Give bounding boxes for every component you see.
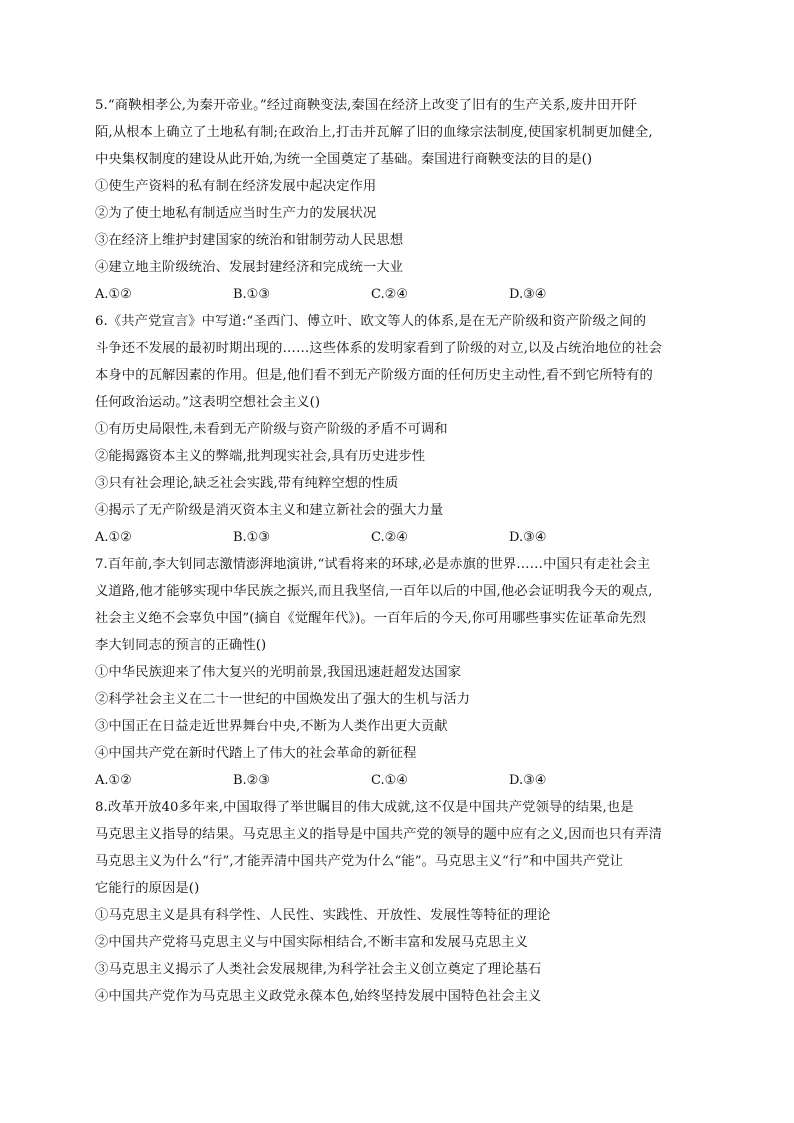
question-7 — [95, 551, 695, 794]
question-stem-line: 义道路,他才能够实现中华民族之振兴,而且我坚信,一百年以后的中国,他必会证明我今天的观点, — [95, 584, 653, 599]
statement-item: ④揭示了无产阶级是消灭资本主义和建立新社会的强大力量 — [95, 503, 444, 518]
option-c: C.②④ — [371, 530, 408, 545]
statement-item: ②能揭露资本主义的弊端,批判现实社会,具有历史进步性 — [95, 449, 426, 464]
question-stem-line: 任何政治运动。”这表明空想社会主义() — [95, 395, 321, 410]
answer-options — [95, 767, 695, 794]
question-5 — [95, 92, 695, 308]
option-c: C.①④ — [371, 773, 408, 788]
statement-item: ③马克思主义揭示了人类社会发展规律,为科学社会主义创立奠定了理论基石 — [95, 962, 542, 977]
question-stem-line: 7.百年前,李大钊同志激情澎湃地演讲,“试看将来的环球,必是赤旗的世界……中国只有走社会主 — [95, 557, 651, 572]
question-stem-line: 李大钊同志的预言的正确性() — [95, 638, 267, 653]
question-stem-line: 斗争还不发展的最初时期出现的……这些体系的发明家看到了阶级的对立,以及占统治地位的社会 — [95, 341, 662, 356]
question-stem-line: 5.“商鞅相孝公,为秦开帝业。”经过商鞅变法,秦国在经济上改变了旧有的生产关系,废井田开阡 — [95, 98, 638, 113]
statement-item: ③中国正在日益走近世界舞台中央,不断为人类作出更大贡献 — [95, 719, 448, 734]
option-b: B.①③ — [233, 287, 270, 302]
option-d: D.③④ — [509, 773, 547, 788]
option-b: B.②③ — [233, 773, 270, 788]
statement-item: ①马克思主义是具有科学性、人民性、实践性、开放性、发展性等特征的理论 — [95, 908, 551, 923]
statement-item: ④中国共产党作为马克思主义政党永葆本色,始终坚持发展中国特色社会主义 — [95, 989, 542, 1004]
option-a: A.①② — [95, 530, 132, 545]
answer-options — [95, 281, 695, 308]
statement-item: ④中国共产党在新时代踏上了伟大的社会革命的新征程 — [95, 746, 417, 761]
option-d: D.③④ — [509, 530, 547, 545]
statement-item: ③只有社会理论,缺乏社会实践,带有纯粹空想的性质 — [95, 476, 399, 491]
statement-item: ①使生产资料的私有制在经济发展中起决定作用 — [95, 179, 377, 194]
question-stem-line: 陌,从根本上确立了土地私有制;在政治上,打击并瓦解了旧的血缘宗法制度,使国家机制更加健全, — [95, 125, 653, 140]
question-stem-line: 本身中的瓦解因素的作用。但是,他们看不到无产阶级方面的任何历史主动性,看不到它所特有的 — [95, 368, 653, 383]
statement-item: ①有历史局限性,未看到无产阶级与资产阶级的矛盾不可调和 — [95, 422, 448, 437]
statement-item: ②中国共产党将马克思主义与中国实际相结合,不断丰富和发展马克思主义 — [95, 935, 529, 950]
question-stem-line: 马克思主义指导的结果。马克思主义的指导是中国共产党的领导的题中应有之义,因而也只有弄清 — [95, 827, 662, 842]
option-c: C.②④ — [371, 287, 408, 302]
statement-item: ②为了使土地私有制适应当时生产力的发展状况 — [95, 206, 377, 221]
statement-item: ③在经济上维护封建国家的统治和钳制劳动人民思想 — [95, 233, 404, 248]
question-stem-line: 中央集权制度的建设从此开始,为统一全国奠定了基础。秦国进行商鞅变法的目的是() — [95, 152, 593, 167]
question-6 — [95, 308, 695, 551]
question-stem-line: 6.《共产党宣言》中写道:“圣西门、傅立叶、欧文等人的体系,是在无产阶级和资产阶级之间的 — [95, 314, 647, 329]
question-stem-line: 8.改革开放40多年来,中国取得了举世瞩目的伟大成就,这不仅是中国共产党领导的结果,也是 — [95, 800, 634, 815]
answer-options — [95, 524, 695, 551]
option-b: B.①③ — [233, 530, 270, 545]
statement-item: ④建立地主阶级统治、发展封建经济和完成统一大业 — [95, 260, 404, 275]
option-a: A.①② — [95, 773, 132, 788]
question-stem-line: 它能行的原因是() — [95, 881, 200, 896]
statement-item: ①中华民族迎来了伟大复兴的光明前景,我国迅速赶超发达国家 — [95, 665, 462, 680]
question-8 — [95, 794, 695, 1010]
question-list — [95, 92, 695, 1010]
option-a: A.①② — [95, 287, 132, 302]
question-stem-line: 社会主义绝不会辜负中国”(摘自《觉醒年代》)。一百年后的今天,你可用哪些事实佐证革命先烈 — [95, 611, 647, 626]
statement-item: ②科学社会主义在二十一世纪的中国焕发出了强大的生机与活力 — [95, 692, 471, 707]
question-stem-line: 马克思主义为什么“行”,才能弄清中国共产党为什么“能”。马克思主义“行”和中国共产党让 — [95, 854, 623, 869]
option-d: D.③④ — [509, 287, 547, 302]
